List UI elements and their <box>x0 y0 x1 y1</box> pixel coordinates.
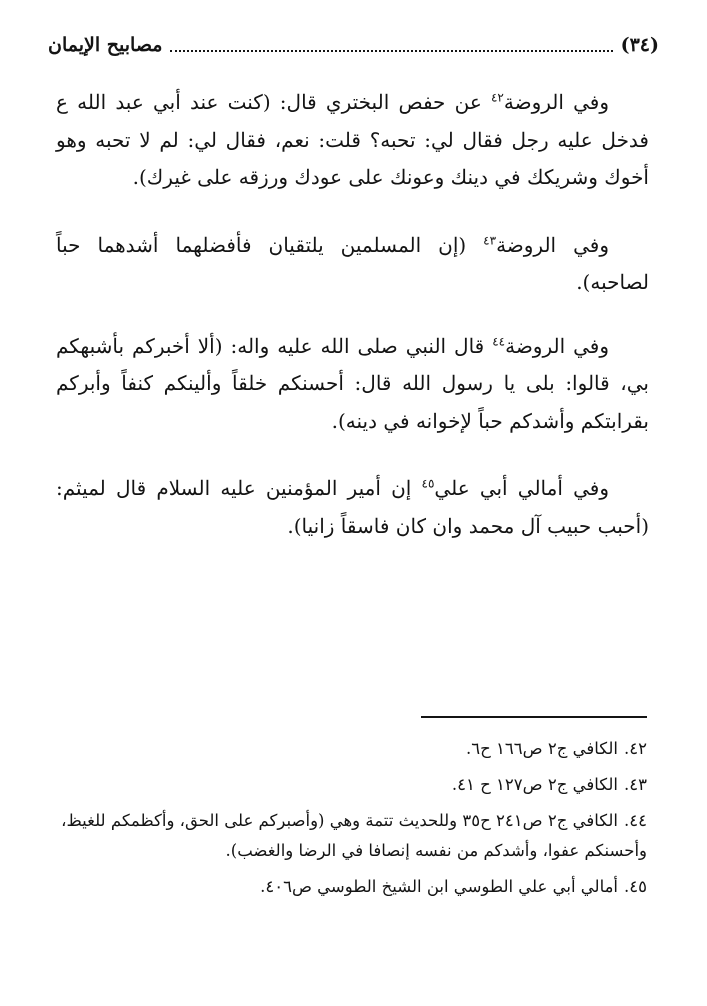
footnote-item <box>60 734 647 764</box>
footnote-text: الكافي ج٢ ص١٢٧ ح ٤١. <box>451 775 619 794</box>
paragraph <box>56 84 649 197</box>
paragraph-lead: وفي الروضة <box>505 333 609 358</box>
paragraph <box>56 470 649 545</box>
footnote-number: ٤٥. <box>624 877 647 896</box>
paragraph-text: عن حفص البختري قال: (كنت عند أبي عبد الله ع فدخل عليه رجل فقال لي: تحبه؟ قلت: نعم، فقال لي: لم لا تحبه وهو أخوك وشريكك في دينك وعونك على عودك ورزقه على غيرك). <box>56 90 649 189</box>
paragraph-lead: وفي أمالي أبي علي <box>434 476 609 500</box>
footnote-list <box>60 734 647 902</box>
paragraph-text: (إن المسلمين يلتقيان فأفضلهما أشدهما حباً لصاحبه). <box>56 232 649 294</box>
footnote-text: الكافي ج٢ ص١٦٦ ح٦. <box>466 739 619 758</box>
footnote-divider <box>421 716 647 718</box>
footnote-marker[interactable]: ٤٢ <box>490 90 504 105</box>
paragraph-lead: وفي الروضة <box>503 90 609 114</box>
paragraph-text: قال النبي صلى الله عليه واله: (ألا أخبركم بأشبهكم بي، قالوا: بلى يا رسول الله قال: أحسنكم خلقاً وألينكم كنفاً وأبركم بقرابتكم وأشدكم حباً لإخوانه في دينه). <box>56 333 649 433</box>
paragraph <box>56 227 649 302</box>
paragraph <box>56 328 649 441</box>
page-number: (٣٤) <box>620 34 659 56</box>
footnote-marker[interactable]: ٤٤ <box>492 333 506 348</box>
footnote-item <box>60 872 647 902</box>
paragraph-lead: وفي الروضة <box>496 232 609 257</box>
book-title: مصابيح الإيمان <box>48 34 163 56</box>
footnote-item <box>60 770 647 800</box>
footnote-number: ٤٣. <box>624 775 647 794</box>
dotted-leader <box>170 50 612 52</box>
footnote-number: ٤٢. <box>624 739 647 758</box>
footnote-text: أمالي أبي علي الطوسي ابن الشيخ الطوسي ص٤٠٦. <box>260 877 619 896</box>
footnote-text: الكافي ج٢ ص٢٤١ ح٣٥ وللحديث تتمة وهي (وأصبركم على الحق، وأكظمكم للغيظ، وأحسنكم عفوا، وأشدكم من نفسه إنصافا في الرضا والغضب). <box>61 811 647 860</box>
footnote-marker[interactable]: ٤٣ <box>483 232 497 247</box>
footnote-number: ٤٤. <box>624 811 647 830</box>
footnote-marker[interactable]: ٤٥ <box>421 476 435 491</box>
main-text <box>56 84 649 575</box>
paragraph-text: إن أمير المؤمنين عليه السلام قال لميثم: (أحبب حبيب آل محمد وان كان فاسقاً زانيا). <box>56 476 649 538</box>
footnotes <box>60 734 647 908</box>
running-head <box>48 30 659 60</box>
footnote-item <box>60 806 647 866</box>
